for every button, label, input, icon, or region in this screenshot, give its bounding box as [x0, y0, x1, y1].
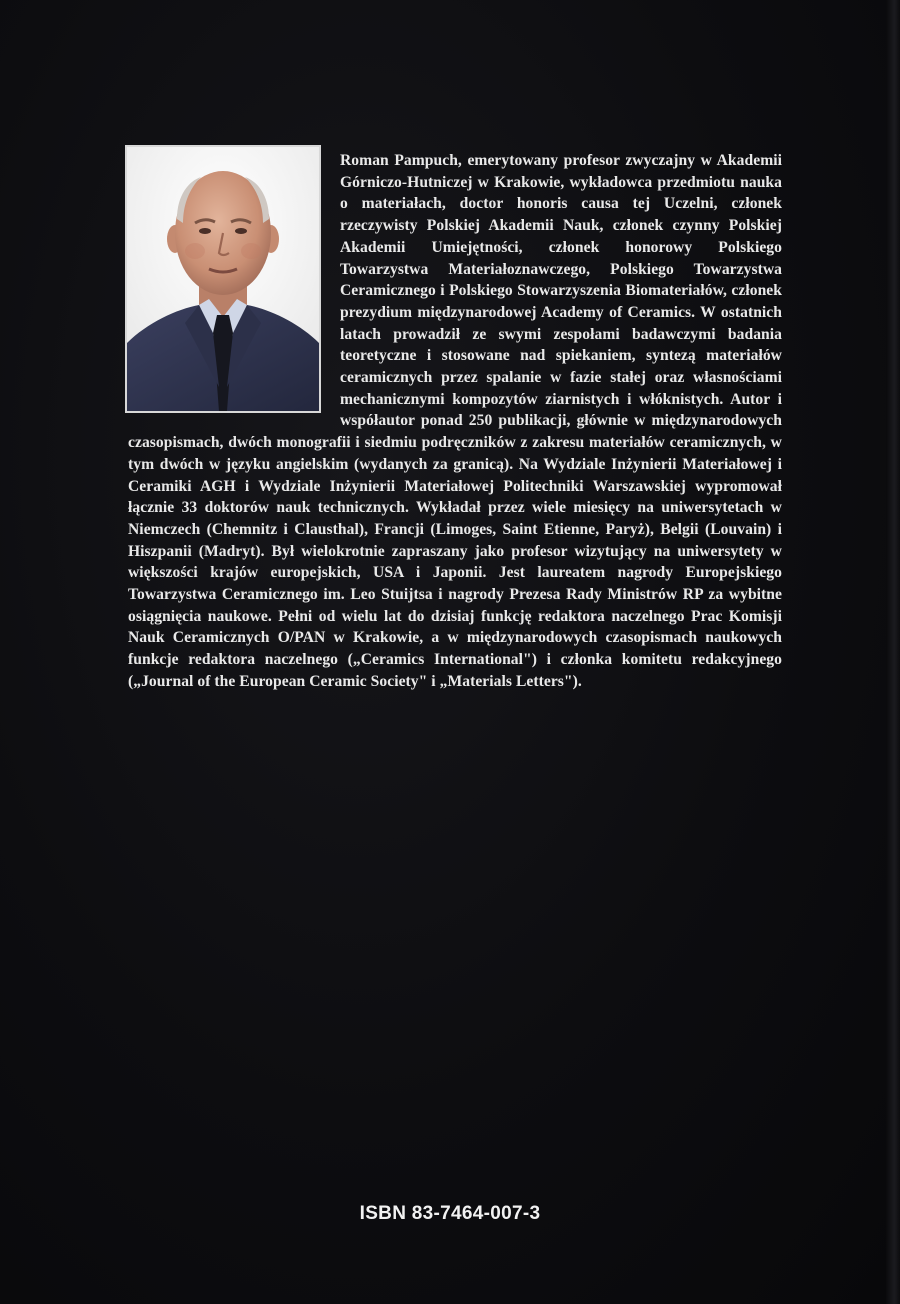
biography-text: Roman Pampuch, emerytowany profesor zwyczajny w Akademii Górniczo-Hutniczej w Krakowie, wykładowca przedmiotu nauka o materiałach, doctor honoris causa tej Uczelni, członek rzeczywisty Polskiej Akademii Nauk, członek czynny Polskiej Akademii Umiejętności, członek honorowy Polskiego Towarzystwa Materiałoznawczego, Polskiego Towarzystwa Ceramicznego i Polskiego Stowarzyszenia Biomateriałów, członek prezydium międzynarodowej Academy of Ceramics. W ostatnich latach prowadził ze swymi zespołami badawczymi badania teoretyczne i stosowane nad spiekaniem, syntezą materiałów ceramicznych przez spalanie w fazie stałej oraz własnościami mechanicznymi kompozytów ziarnistych i włóknistych. Autor i współautor ponad 250 publikacji, głównie w międzynarodowych czasopismach, dwóch monografii i siedmiu podręczników z zakresu materiałów ceramicznych, w tym dwóch w języku angielskim (wydanych za granicą). Na Wydziale Inżynierii Materiałowej i Ceramiki AGH i Wydziale Inżynierii Materiałowej Politechniki Warszawskiej wypromował łącznie 33 doktorów nauk technicznych. Wykładał przez wiele miesięcy na uniwersytetach w Niemczech (Chemnitz i Clausthal), Francji (Limoges, Saint Etienne, Paryż), Belgii (Louvain) i Hiszpanii (Madryt). Był wielokrotnie zapraszany jako profesor wizytujący na uniwersytety w większości krajów europejskich, USA i Japonii. Jest laureatem nagrody Europejskiego Towarzystwa Ceramicznego im. Leo Stuijtsa i nagrody Prezesa Rady Ministrów RP za wybitne osiągnięcia naukowe. Pełni od wielu lat do dzisiaj funkcję redaktora naczelnego Prac Komisji Nauk Ceramicznych O/PAN w Krakowie, a w międzynarodowych czasopismach naukowych funkcje redaktora naczelnego („Ceramics International") i członka komitetu redakcyjnego („Journal of the European Ceramic Society" i „Materials Letters").	[128, 152, 782, 690]
photo-spacer	[128, 150, 340, 430]
isbn-number: ISBN 83-7464-007-3	[359, 1203, 541, 1224]
author-biography	[128, 150, 782, 693]
spine-edge	[886, 0, 900, 1304]
